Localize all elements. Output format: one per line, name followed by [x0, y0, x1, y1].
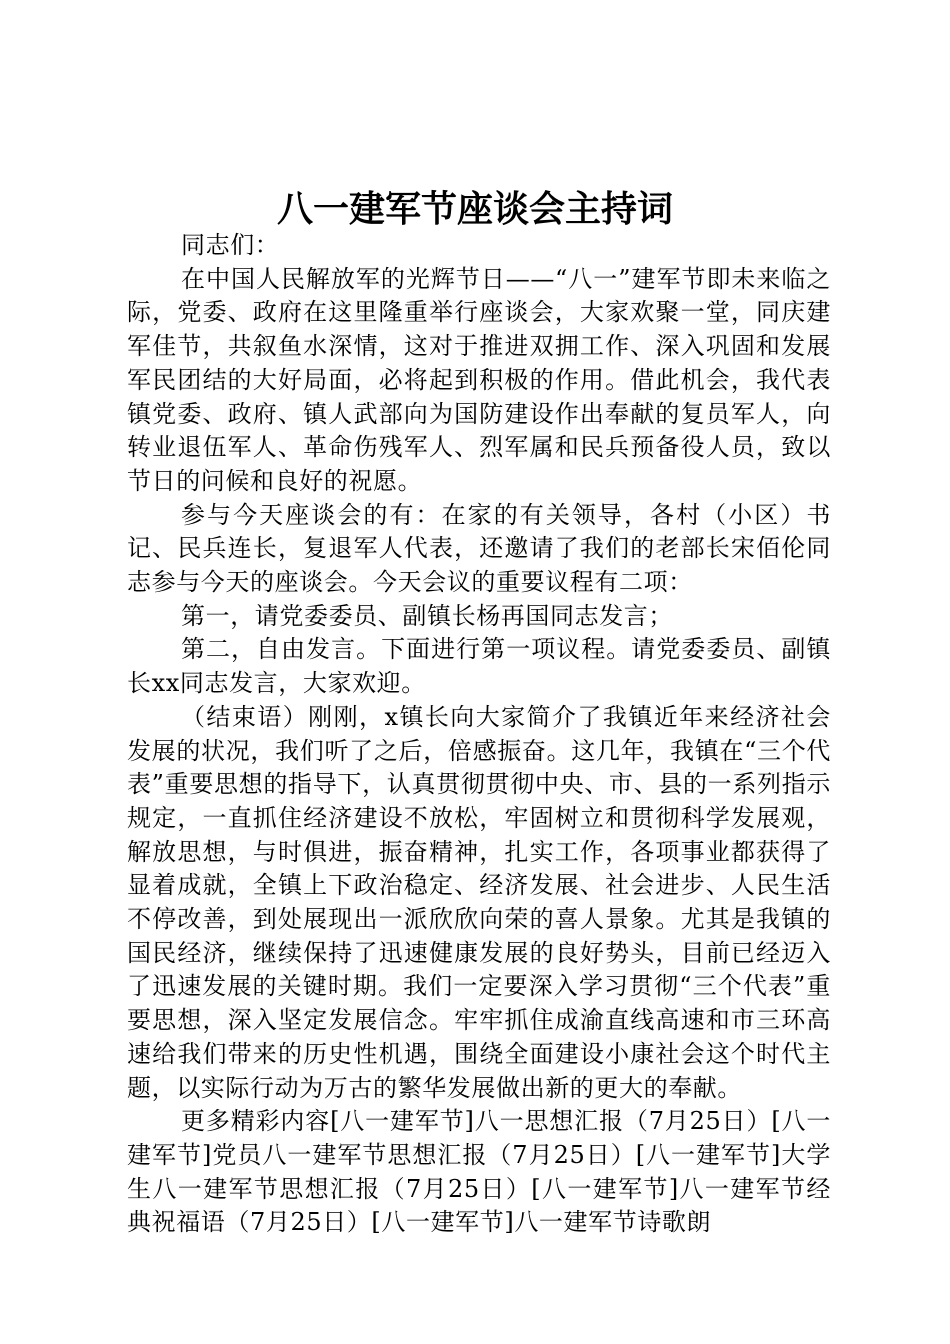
salutation-paragraph: 同志们： [181, 231, 280, 259]
document-title: 八一建军节座谈会主持词 [276, 189, 673, 230]
closing-paragraph: （结束语）刚刚，x镇长向大家简介了我镇近年来经济社会发展的状况，我们听了之后，倍感振奋。这几年，我镇在“三个代表”重要思想的指导下，认真贯彻贯彻中央、市、县的一系列指示规定，一直抓住经济建设不放松，牢固树立和贯彻科学发展观，解放思想，与时俱进，振奋精神，扎实工作，各项事业都获得了显着成就，全镇上下政治稳定、经济发展、社会进步、人民生活不停改善，到处展现出一派欣欣向荣的喜人景象。尤其是我镇的国民经济，继续保持了迅速健康发展的良好势头，目前已经迈入了迅速发展的关键时期。我们一定要深入学习贯彻“三个代表”重要思想，深入坚定发展信念。牢牢抓住成渝直线高速和市三环高速给我们带来的历史性机遇，围绕全面建设小康社会这个时代主题，以实际行动为万古的繁华发展做出新的更大的奉献。 [127, 702, 831, 1102]
attendees-paragraph: 参与今天座谈会的有：在家的有关领导，各村（小区）书记、民兵连长，复退军人代表，还邀请了我们的老部长宋佰伦同志参与今天的座谈会。今天会议的重要议程有二项： [127, 500, 831, 597]
opening-paragraph: 在中国人民解放军的光辉节日——“八一”建军节即未来临之际，党委、政府在这里隆重举行座谈会，大家欢聚一堂，同庆建军佳节，共叙鱼水深情，这对于推进双拥工作、深入巩固和发展军民团结的大好局面，必将起到积极的作用。借此机会，我代表镇党委、政府、镇人武部向为国防建设作出奉献的复员军人，向转业退伍军人、革命伤残军人、烈军属和民兵预备役人员，致以节日的问候和良好的祝愿。 [127, 264, 831, 495]
agenda-item-1: 第一，请党委委员、副镇长杨再国同志发言； [181, 601, 673, 630]
document-body [127, 229, 831, 1240]
agenda-item-2: 第二，自由发言。下面进行第一项议程。请党委委员、副镇长xx同志发言，大家欢迎。 [127, 635, 831, 698]
more-content-paragraph: 更多精彩内容[八一建军节]八一思想汇报（7月25日）[八一建军节]党员八一建军节思想汇报（7月25日）[八一建军节]大学生八一建军节思想汇报（7月25日）[八一建军节]八一建军节经典祝福语（7月25日）[八一建军节]八一建军节诗歌朗 [127, 1107, 831, 1237]
